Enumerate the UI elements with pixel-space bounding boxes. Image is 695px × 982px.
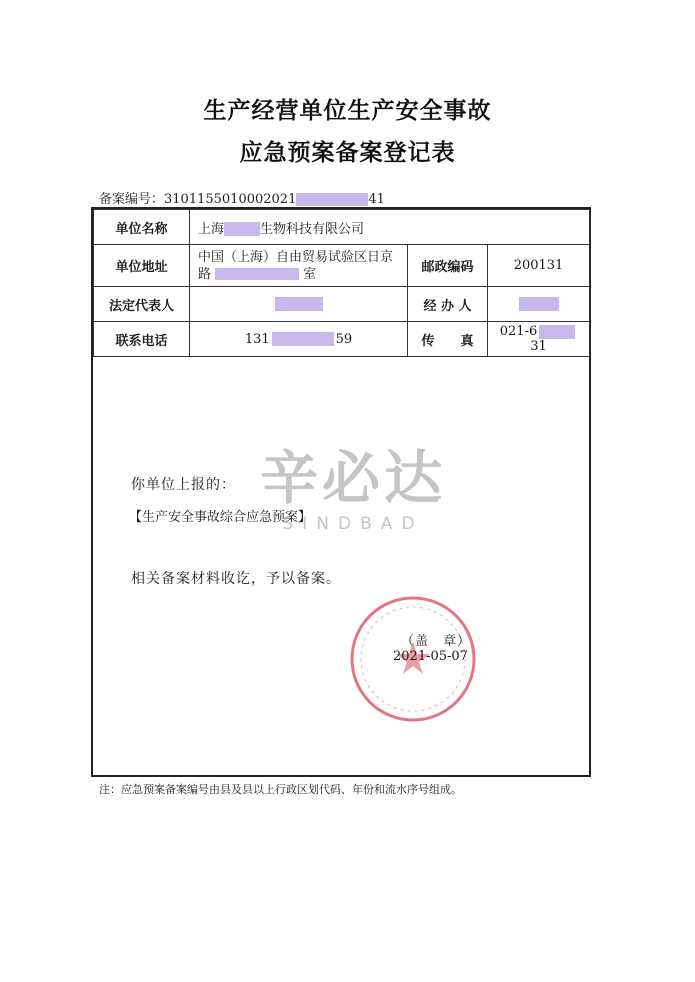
info-table (93, 209, 590, 357)
reported-text: 你单位上报的： (131, 477, 236, 493)
filed-text: 相关备案材料收讫，予以备案。 (131, 571, 341, 587)
fax-start: 021-6 (499, 324, 538, 339)
address-line1: 中国（上海）自由贸易试验区日京 (198, 249, 394, 265)
filing-date: 2021-05-07 (393, 649, 468, 664)
redaction-block (215, 268, 299, 280)
form-title-line1: 生产经营单位生产安全事故 (203, 98, 492, 124)
fax-label: 传 真 (408, 322, 488, 357)
form-title-line2: 应急预案备案登记表 (239, 140, 456, 166)
unit-name-label: 单位名称 (94, 210, 190, 245)
unit-name-start: 上海 (198, 221, 225, 237)
fax-end: 31 (530, 339, 547, 354)
phone-value (190, 322, 408, 357)
unit-name-end: 生物科技有限公司 (260, 221, 365, 237)
registration-number-end: 41 (368, 192, 385, 207)
registration-number (99, 188, 385, 207)
address-line2-end: 室 (303, 266, 317, 282)
plan-name: 【生产安全事故综合应急预案】 (129, 510, 312, 525)
phone-label: 联系电话 (94, 322, 190, 357)
legal-rep-label: 法定代表人 (94, 287, 190, 322)
legal-rep-value (190, 287, 408, 322)
redaction-block (539, 325, 575, 339)
postal-code-value: 200131 (488, 245, 590, 287)
unit-name-value (190, 210, 590, 245)
address-label: 单位地址 (94, 245, 190, 287)
address-line2-start: 路 (198, 266, 212, 282)
fax-value (488, 322, 590, 357)
seal-label: （盖 章） (401, 634, 472, 649)
table-row (94, 322, 590, 357)
redaction-block (296, 193, 368, 206)
redaction-block (224, 222, 260, 236)
address-line2 (198, 266, 403, 283)
registration-label: 备案编号： (99, 192, 165, 207)
handler-value (488, 287, 590, 322)
registration-number-start: 3101155010002021 (164, 192, 297, 207)
watermark-cn: 辛必达 (259, 444, 446, 512)
approval-body (93, 366, 589, 775)
redaction-block (275, 297, 323, 311)
watermark-en: SINDBAD (282, 514, 424, 534)
table-row (94, 210, 590, 245)
handler-label: 经 办 人 (408, 287, 488, 322)
table-row (94, 287, 590, 322)
footnote: 注：应急预案备案编号由县及县以上行政区划代码、年份和流水序号组成。 (99, 783, 462, 796)
redaction-block (272, 332, 334, 346)
registration-form (91, 207, 591, 777)
phone-start: 131 (244, 331, 270, 347)
phone-end: 59 (335, 331, 353, 347)
table-row (94, 245, 590, 287)
address-value (190, 245, 408, 287)
redaction-block (519, 297, 559, 311)
postal-code-label: 邮政编码 (408, 245, 488, 287)
